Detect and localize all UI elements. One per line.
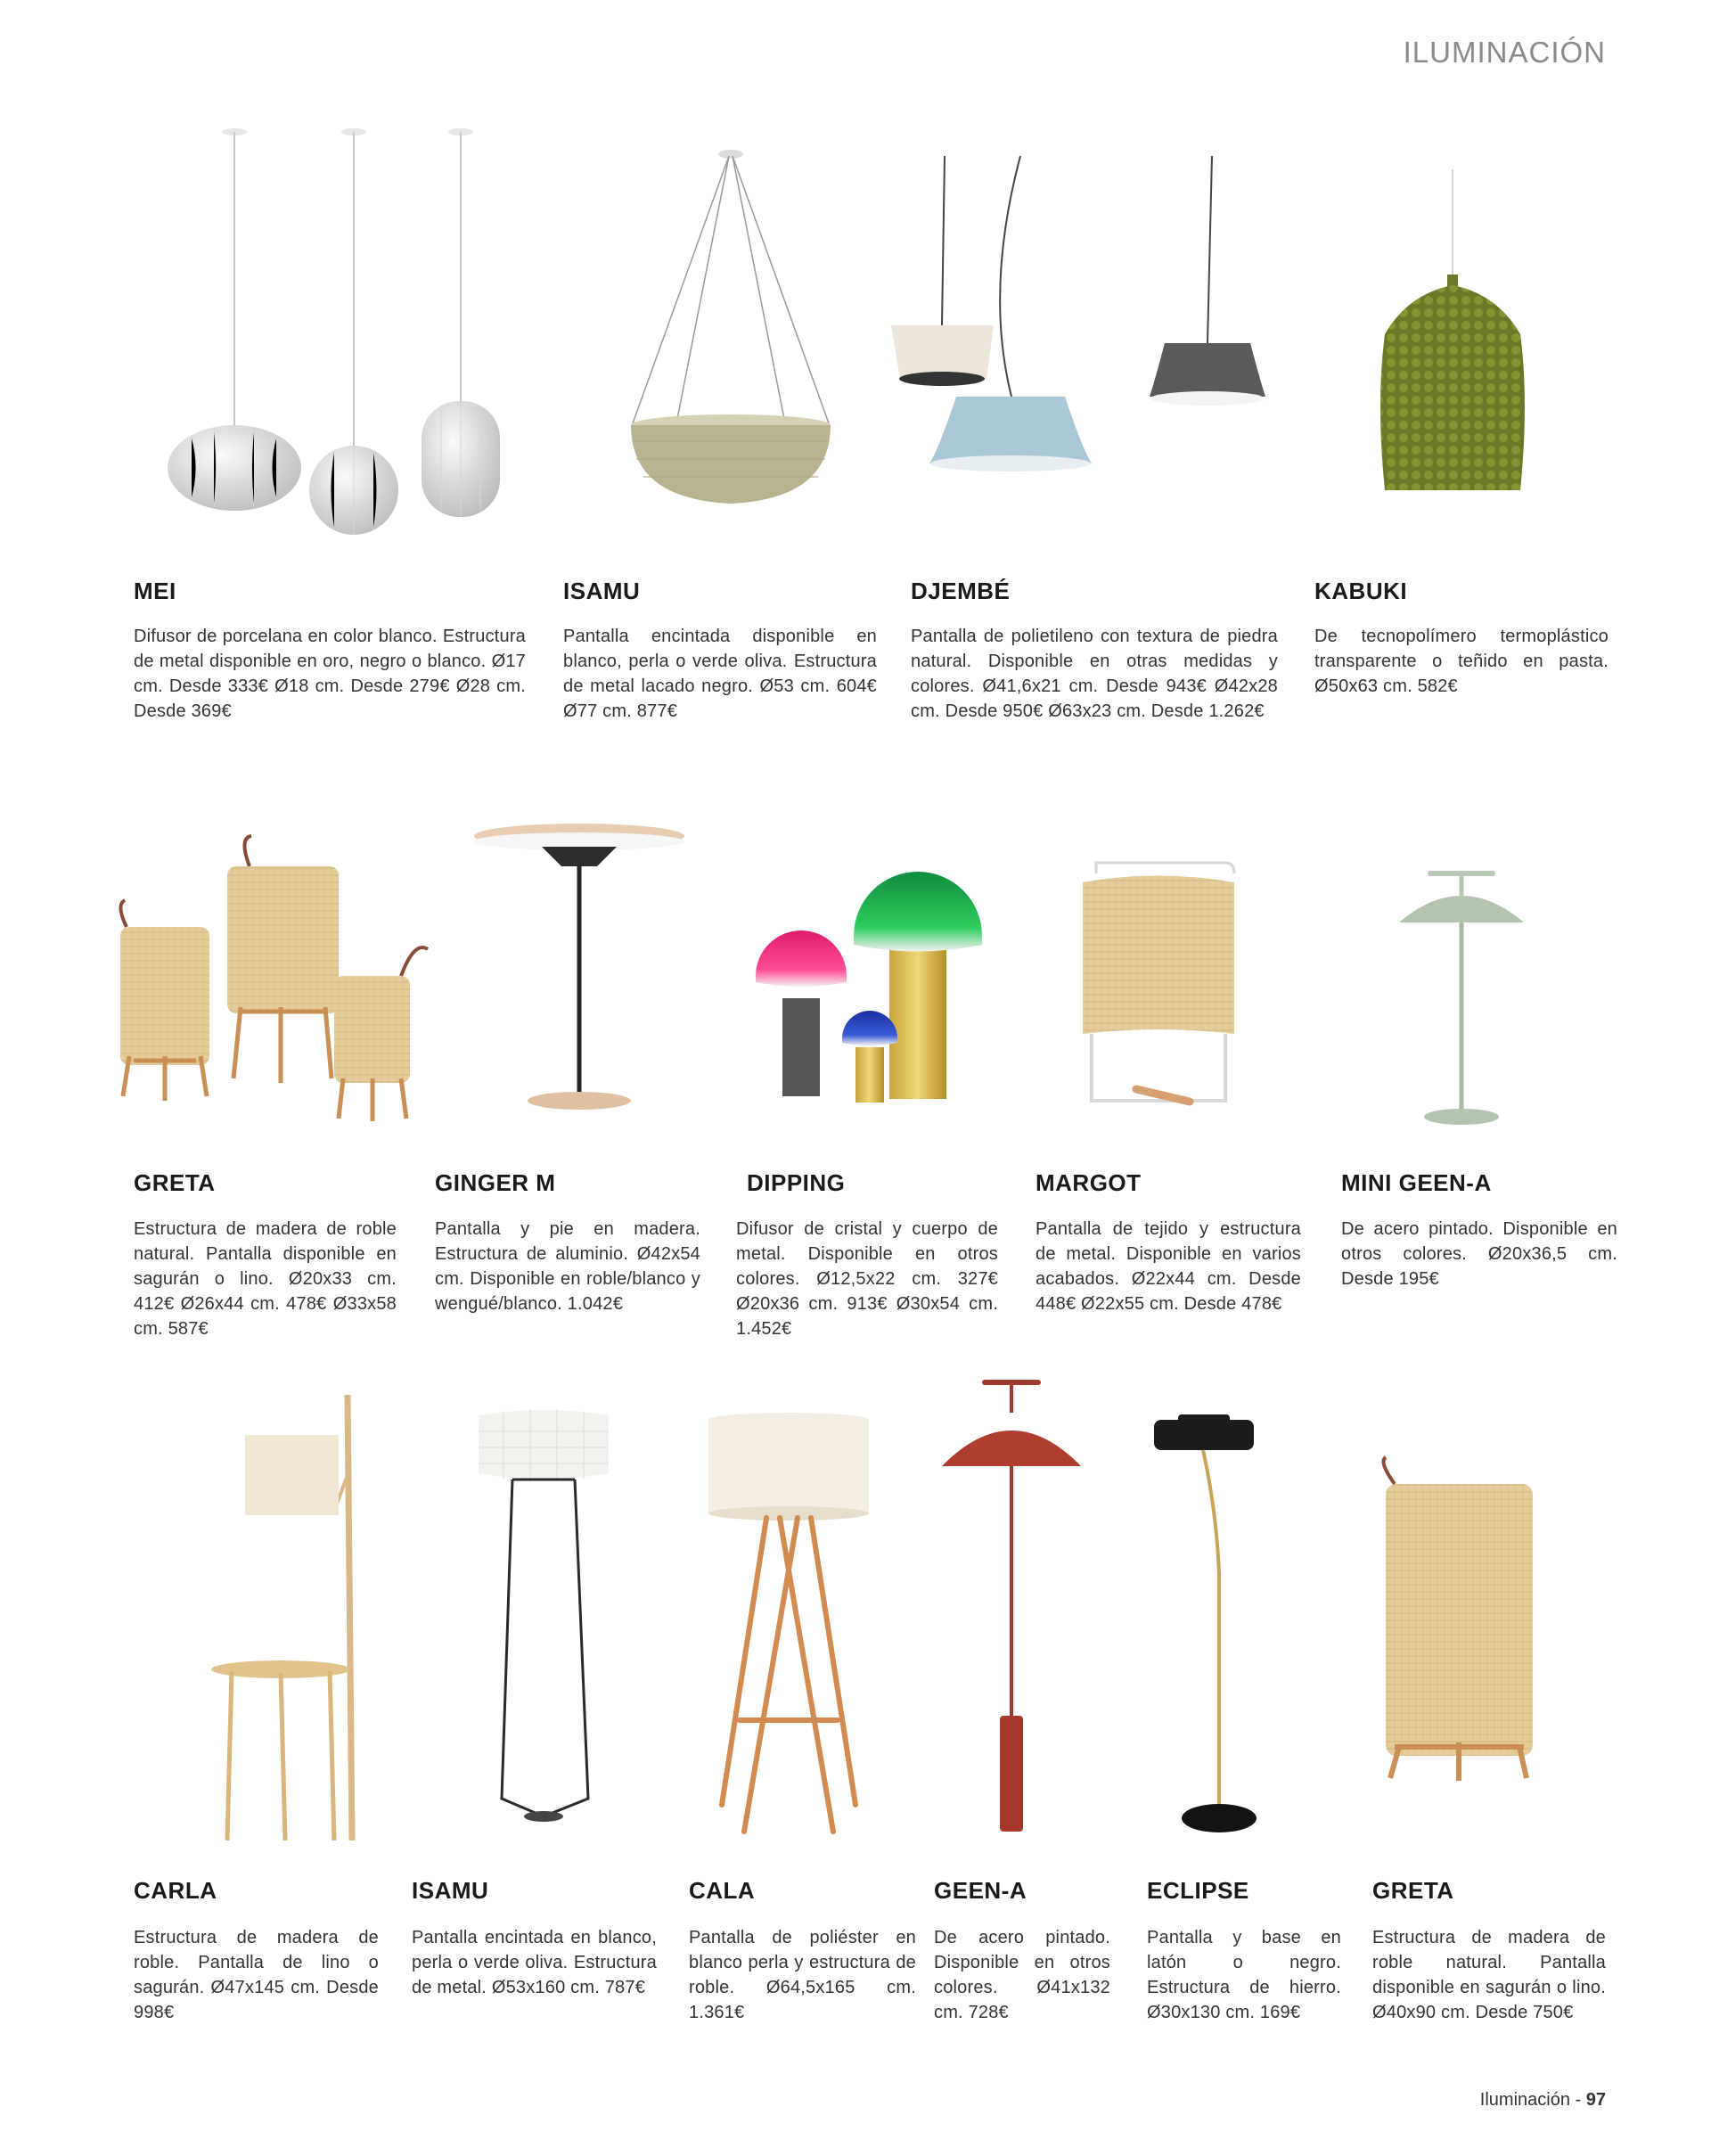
page-number: 97 <box>1585 2090 1606 2110</box>
carla-floor-lamp-image <box>201 1395 379 1849</box>
eclipse-floor-lamp-image <box>1150 1413 1301 1849</box>
product-name: CARLA <box>134 1877 217 1904</box>
product-description: Pantalla de poliéster en blanco perla y estructura de roble. Ø64,5x165 cm. 1.361€ <box>689 1928 916 2022</box>
product-name: DIPPING <box>747 1169 846 1196</box>
product-description: Pantalla encintada disponible en blanco, perla o verde oliva. Estructura de metal lacado negro. Ø53 cm. 604€ Ø77 cm. 877€ <box>563 627 877 721</box>
product-description: De tecnopolímero termoplástico transparente o teñido en pasta. Ø50x63 cm. 582€ <box>1314 627 1609 696</box>
mini-geen-a-lamp-image <box>1390 869 1533 1136</box>
product-description: Pantalla de tejido y estructura de metal. Disponible en varios acabados. Ø22x44 cm. Desde 448€ Ø22x55 cm. Desde 478€ <box>1036 1219 1301 1314</box>
cala-floor-lamp-image <box>704 1413 873 1836</box>
djembe-pendant-lamps-image <box>878 156 1261 548</box>
section-title: ILUMINACIÓN <box>1403 36 1606 69</box>
product-description: Difusor de cristal y cuerpo de metal. Disponible en otros colores. Ø12,5x22 cm. 327€ Ø20x36 cm. 913€ Ø30x54 cm. 1.452€ <box>736 1219 998 1339</box>
footer-separator: - <box>1569 2090 1586 2110</box>
product-description: De acero pintado. Disponible en otros colores. Ø41x132 cm. 728€ <box>934 1928 1110 2022</box>
product-name: DJEMBÉ <box>911 578 1011 604</box>
product-description: Pantalla y pie en madera. Estructura de aluminio. Ø42x54 cm. Disponible en roble/blanco y wengué/blanco. 1.042€ <box>435 1219 700 1314</box>
dipping-table-lamps-image <box>749 847 998 1114</box>
product-description: Pantalla encintada en blanco, perla o verde oliva. Estructura de metal. Ø53x160 cm. 787€ <box>412 1928 657 1997</box>
margot-table-lamp-image <box>1069 856 1248 1114</box>
product-name: GRETA <box>1372 1877 1454 1904</box>
product-name: ECLIPSE <box>1147 1877 1249 1904</box>
product-description: Estructura de madera de roble natural. Pantalla disponible en sagurán o lino. Ø40x90 cm. Desde 750€ <box>1372 1928 1606 2022</box>
mei-pendant-lamps-image <box>156 125 548 544</box>
product-description: Pantalla y base en latón o negro. Estructura de hierro. Ø30x130 cm. 169€ <box>1147 1928 1341 2022</box>
kabuki-pendant-lamp-image <box>1372 169 1533 499</box>
isamu-floor-lamp-image <box>477 1406 610 1834</box>
product-description: Difusor de porcelana en color blanco. Estructura de metal disponible en oro, negro o blanco. Ø17 cm. Desde 333€ Ø18 cm. Desde 279€ Ø28 cm. Desde 369€ <box>134 627 526 721</box>
product-name: GINGER M <box>435 1169 556 1196</box>
product-name: GEEN-A <box>934 1877 1027 1904</box>
product-description: Estructura de madera de roble. Pantalla de lino o sagurán. Ø47x145 cm. Desde 998€ <box>134 1928 379 2022</box>
product-name: ISAMU <box>563 578 641 604</box>
product-name: MARGOT <box>1036 1169 1142 1196</box>
isamu-pendant-lamp-image <box>624 147 838 512</box>
page-footer <box>1480 2090 1606 2111</box>
greta-floor-lamp-image <box>1377 1453 1537 1783</box>
product-name: MINI GEEN-A <box>1341 1169 1492 1196</box>
product-name: MEI <box>134 578 176 604</box>
greta-table-lamps-image <box>107 829 446 1123</box>
product-description: Pantalla de polietileno con textura de piedra natural. Disponible en otras medidas y colores. Ø41,6x21 cm. Desde 943€ Ø42x28 cm. Desde 950€ Ø63x23 cm. Desde 1.262€ <box>911 627 1278 721</box>
ginger-m-floor-lamp-image <box>472 820 686 1123</box>
product-name: GRETA <box>134 1169 216 1196</box>
product-description: Estructura de madera de roble natural. Pantalla disponible en sagurán o lino. Ø20x33 cm. 412€ Ø26x44 cm. 478€ Ø33x58 cm. 587€ <box>134 1219 397 1339</box>
geen-a-floor-lamp-image <box>940 1377 1083 1840</box>
footer-label: Iluminación <box>1479 2090 1570 2110</box>
product-name: CALA <box>689 1877 756 1904</box>
product-name: ISAMU <box>412 1877 489 1904</box>
product-description: De acero pintado. Disponible en otros colores. Ø20x36,5 cm. Desde 195€ <box>1341 1219 1617 1289</box>
product-name: KABUKI <box>1314 578 1408 604</box>
